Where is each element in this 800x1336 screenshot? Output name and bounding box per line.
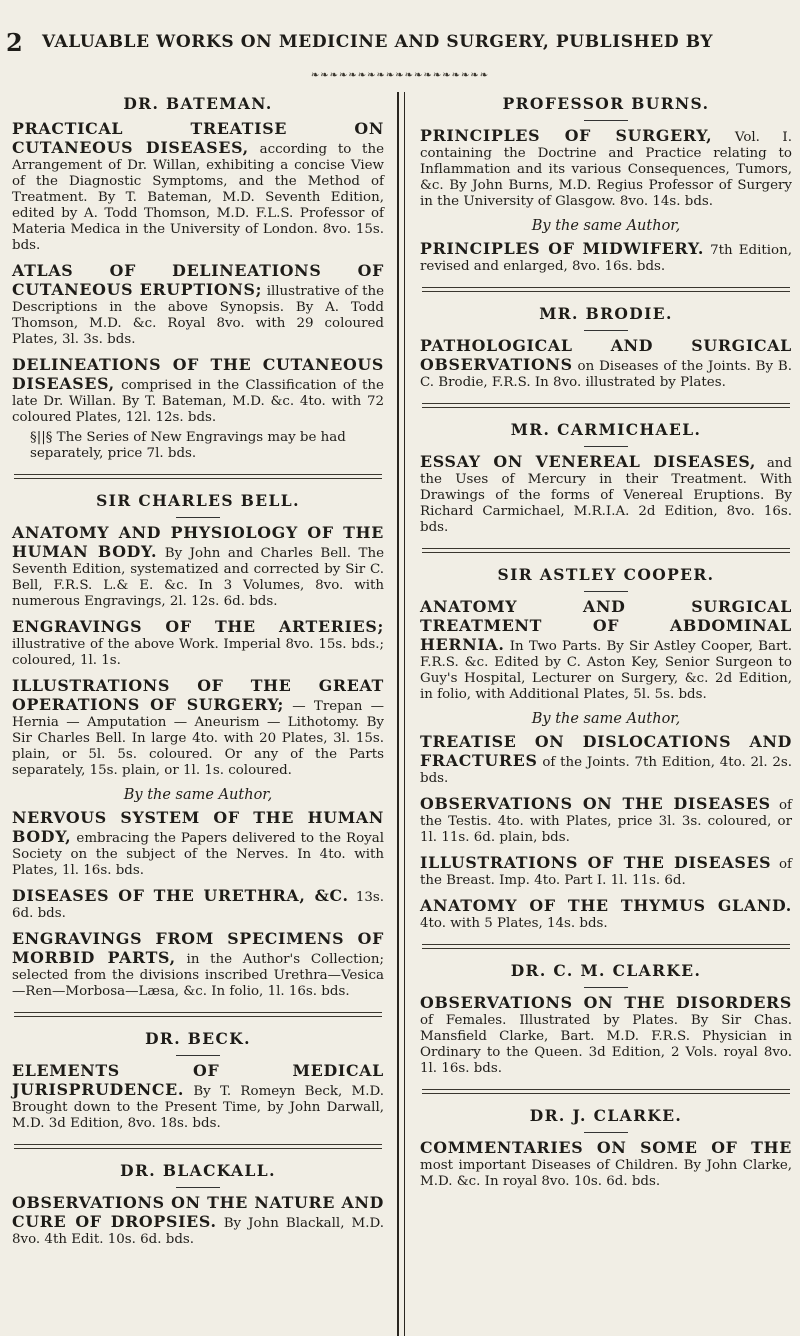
book-entry — [420, 598, 792, 703]
section-separator — [422, 287, 790, 292]
author-heading: MR. BRODIE. — [539, 304, 673, 323]
author-heading: MR. CARMICHAEL. — [510, 420, 702, 439]
book-entry — [420, 795, 792, 846]
by-same-author: By the same Author, — [123, 787, 273, 803]
book-details: comprised in the Classification of the late Dr. Willan. By T. Bateman, M.D. &c. 4to. with 72 coloured Plates, 12l. 12s. bds. — [12, 378, 384, 425]
book-details: most important Diseases of Children. By John Clarke, M.D. &c. In royal 8vo. 10s. 6d. bds. — [420, 1158, 792, 1189]
book-details: illustrative of the above Work. Imperial 8vo. 15s. bds.; coloured, 1l. 1s. — [12, 637, 384, 668]
section-separator — [422, 1089, 790, 1094]
book-details: according to the Arrangement of Dr. Willan, exhibiting a concise View of the Diagnostic Symptoms, and the Method of Treatment. By T. Bateman, M.D. Seventh Edition, edited by A. Todd Thomson, M.D. F.L.S. Professor of Materia Medica in the University of London. 8vo. 15s. bds. — [12, 142, 384, 253]
book-details: In Two Parts. By Sir Astley Cooper, Bart. F.R.S. &c. Edited by C. Aston Key, Senior Surgeon to Guy's Hospital, Lecturer on Surgery, &c. 2d Edition, in folio, with Additional Plates, 5l. 5s. bds. — [420, 639, 792, 702]
book-entry — [12, 618, 384, 669]
page-number: 2 — [6, 28, 23, 57]
book-details: illustrative of the Descriptions in the above Synopsis. By A. Todd Thomson, M.D. &c. Royal 8vo. with 29 coloured Plates, 3l. 3s. bds. — [12, 284, 384, 347]
short-rule — [584, 591, 628, 592]
book-entry — [420, 897, 792, 932]
book-title: ESSAY ON VENEREAL DISEASES, — [420, 452, 757, 471]
author-heading: DR. J. CLARKE. — [529, 1106, 683, 1125]
short-rule — [584, 446, 628, 447]
short-rule — [176, 1187, 220, 1188]
book-details: of the Testis. 4to. with Plates, price 3l. 3s. coloured, or 1l. 11s. 6d. plain, bds. — [420, 798, 792, 845]
book-title: ANATOMY OF THE THYMUS GLAND. — [420, 896, 792, 915]
author-heading: PROFESSOR BURNS. — [502, 94, 710, 113]
book-entry — [12, 524, 384, 610]
book-title: PRINCIPLES OF SURGERY, — [420, 126, 713, 145]
book-entry — [420, 854, 792, 889]
right-column — [420, 92, 792, 1198]
book-entry — [420, 127, 792, 210]
book-title: ANATOMY AND PHYSIOLOGY OF THE HUMAN BODY. — [12, 523, 384, 561]
book-entry — [420, 733, 792, 787]
section-separator — [14, 474, 382, 479]
by-same-author: By the same Author, — [531, 711, 681, 727]
author-heading: DR. BECK. — [145, 1029, 251, 1048]
running-header — [0, 28, 800, 60]
short-rule — [176, 517, 220, 518]
section-separator — [422, 403, 790, 408]
book-details: embracing the Papers delivered to the Royal Society on the subject of the Nerves. In 4to. with Plates, 1l. 16s. bds. — [12, 831, 384, 878]
book-details: Vol. I. containing the Doctrine and Practice relating to Inflammation and its various Consequences, Tumors, &c. By John Burns, M.D. Regius Professor of Surgery in the University of Glasgow. 8vo. 14s. bds. — [420, 130, 792, 209]
book-title: OBSERVATIONS ON THE DISORDERS — [420, 993, 792, 1012]
ornament-rule: ❧❧❧❧❧❧❧❧❧❧❧❧❧❧❧❧❧❧❧ — [310, 70, 490, 81]
column-divider-thin — [404, 92, 405, 1336]
author-heading: SIR CHARLES BELL. — [96, 491, 300, 510]
book-entry — [12, 809, 384, 879]
book-details: on Diseases of the Joints. By B. C. Brodie, F.R.S. In 8vo. illustrated by Plates. — [420, 359, 792, 390]
book-title: OBSERVATIONS ON THE DISEASES — [420, 794, 771, 813]
book-entry — [12, 887, 384, 922]
book-title: ENGRAVINGS FROM SPECIMENS OF MORBID PARTS, — [12, 929, 384, 967]
book-title: OBSERVATIONS ON THE NATURE AND CURE OF DROPSIES. — [12, 1193, 384, 1231]
book-entry — [12, 930, 384, 1000]
section-separator — [14, 1012, 382, 1017]
book-title: TREATISE ON DISLOCATIONS AND FRACTURES — [420, 732, 792, 770]
book-entry — [420, 453, 792, 536]
author-heading: DR. BLACKALL. — [120, 1161, 276, 1180]
book-title: DELINEATIONS OF THE CUTANEOUS DISEASES, — [12, 355, 384, 393]
book-title: ILLUSTRATIONS OF THE GREAT OPERATIONS OF SURGERY; — [12, 676, 384, 714]
book-details: of Females. Illustrated by Plates. By Sir Chas. Mansfield Clarke, Bart. M.D. F.R.S. Physician in Ordinary to the Queen. 3d Edition, 2 Vols. royal 8vo. 1l. 16s. bds. — [420, 1013, 792, 1076]
book-entry — [12, 120, 384, 254]
book-title: DISEASES OF THE URETHRA, &C. — [12, 886, 349, 905]
short-rule — [584, 330, 628, 331]
by-same-author: By the same Author, — [531, 218, 681, 234]
book-title: ILLUSTRATIONS OF THE DISEASES — [420, 853, 772, 872]
book-title: NERVOUS SYSTEM OF THE HUMAN BODY, — [12, 808, 384, 846]
book-entry — [12, 1062, 384, 1132]
book-entry — [12, 677, 384, 779]
book-title: PRACTICAL TREATISE ON CUTANEOUS DISEASES, — [12, 119, 384, 157]
book-title: COMMENTARIES ON SOME OF THE — [420, 1138, 792, 1157]
series-note: §||§ The Series of New Engravings may be had separately, price 7l. bds. — [30, 430, 346, 461]
book-entry — [12, 262, 384, 348]
book-entry — [420, 994, 792, 1077]
book-details: By John Blackall, M.D. 8vo. 4th Edit. 10s. 6d. bds. — [12, 1216, 384, 1247]
book-title: ATLAS OF DELINEATIONS OF CUTANEOUS ERUPTIONS; — [12, 261, 384, 299]
short-rule — [176, 1055, 220, 1056]
book-details: — Trepan — Hernia — Amputation — Aneurism — Lithotomy. By Sir Charles Bell. In large 4to. with 20 Plates, 3l. 15s. plain, or 5l. 5s. coloured. Or any of the Parts separately, 15s. plain, or 1l. 1s. coloured. — [12, 699, 384, 778]
book-entry — [420, 240, 792, 275]
author-heading: SIR ASTLEY COOPER. — [497, 565, 715, 584]
author-heading: DR. BATEMAN. — [123, 94, 273, 113]
short-rule — [584, 1132, 628, 1133]
book-details: in the Author's Collection; selected from the divisions inscribed Urethra—Vesica—Ren—Morbosa—Læsa, &c. In folio, 1l. 16s. bds. — [12, 952, 384, 999]
book-entry — [420, 337, 792, 391]
book-details: of the Breast. Imp. 4to. Part I. 1l. 11s. 6d. — [420, 857, 792, 888]
book-details: 4to. with 5 Plates, 14s. bds. — [420, 916, 608, 931]
book-details: By John and Charles Bell. The Seventh Edition, systematized and corrected by Sir C. Bell, F.R.S. L.& E. &c. In 3 Volumes, 8vo. with numerous Engravings, 2l. 12s. 6d. bds. — [12, 546, 384, 609]
book-title: ELEMENTS OF MEDICAL JURISPRUDENCE. — [12, 1061, 384, 1099]
book-details: By T. Romeyn Beck, M.D. Brought down to the Present Time, by John Darwall, M.D. 3d Edition, 8vo. 18s. bds. — [12, 1084, 384, 1131]
running-title: VALUABLE WORKS ON MEDICINE AND SURGERY, PUBLISHED BY — [42, 32, 714, 52]
book-details: of the Joints. 7th Edition, 4to. 2l. 2s. bds. — [420, 755, 792, 786]
book-title: PRINCIPLES OF MIDWIFERY. — [420, 239, 705, 258]
book-details: and the Uses of Mercury in their Treatment. With Drawings of the forms of Venereal Eruptions. By Richard Carmichael, M.R.I.A. 2d Edition, 8vo. 16s. bds. — [420, 456, 793, 535]
book-details: 13s. 6d. bds. — [12, 890, 384, 921]
book-details: 7th Edition, revised and enlarged, 8vo. 16s. bds. — [420, 243, 792, 274]
section-separator — [422, 548, 790, 553]
section-separator — [14, 1144, 382, 1149]
column-divider — [397, 92, 399, 1336]
book-entry — [420, 1139, 792, 1190]
section-separator — [422, 944, 790, 949]
author-heading: DR. C. M. CLARKE. — [510, 961, 702, 980]
short-rule — [584, 120, 628, 121]
short-rule — [584, 987, 628, 988]
book-title: ANATOMY AND SURGICAL TREATMENT OF ABDOMINAL HERNIA. — [420, 597, 792, 654]
book-entry — [12, 1194, 384, 1248]
left-column — [12, 92, 384, 1256]
book-title: ENGRAVINGS OF THE ARTERIES; — [12, 617, 384, 636]
book-entry — [12, 356, 384, 426]
book-title: PATHOLOGICAL AND SURGICAL OBSERVATIONS — [420, 336, 792, 374]
